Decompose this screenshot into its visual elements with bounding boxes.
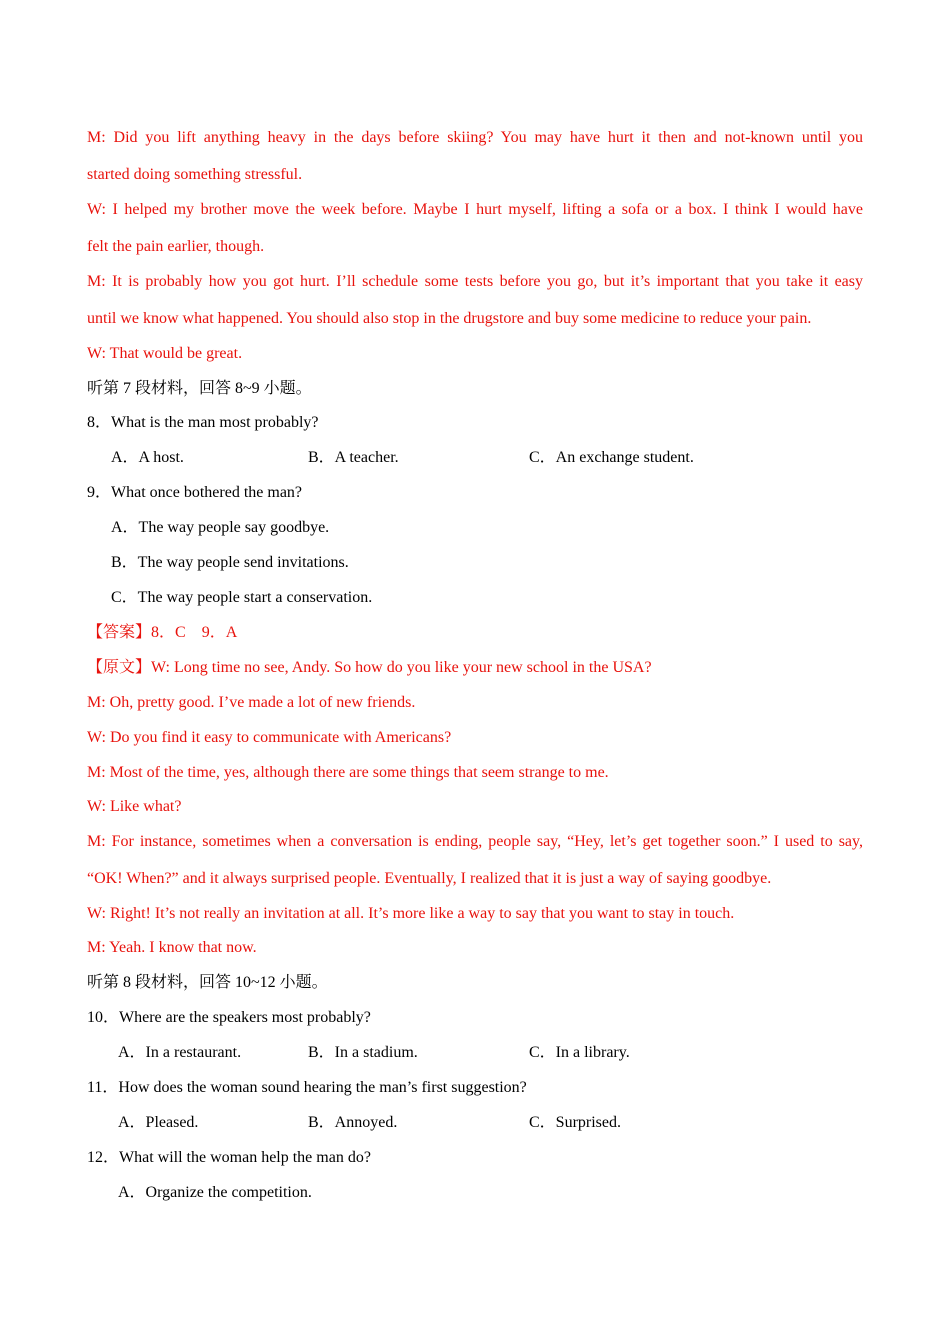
- transcript-line: W: Right! It’s not really an invitation at all. It’s more like a way to say that you want to stay in touch.: [87, 905, 735, 922]
- option-c: C．In a library.: [529, 1044, 630, 1061]
- transcript-line: started doing something stressful.: [87, 166, 303, 183]
- option-b: B．In a stadium.: [308, 1044, 418, 1061]
- transcript-text: W: Long time no see, Andy. So how do you like your new school in the USA?: [151, 659, 652, 676]
- question-stem: 11．How does the woman sound hearing the man’s first suggestion?: [87, 1079, 527, 1096]
- question-stem: 9．What once bothered the man?: [87, 484, 303, 501]
- transcript-line: until we know what happened. You should also stop in the drugstore and buy some medicine to reduce your pain.: [87, 310, 812, 327]
- question-stem: 12．What will the woman help the man do?: [87, 1149, 371, 1166]
- option-a: A．The way people say goodbye.: [111, 519, 330, 536]
- transcript-line: “OK! When?” and it always surprised people. Eventually, I realized that it is just a way of saying goodbye.: [87, 870, 772, 887]
- option-a: A．Organize the competition.: [118, 1184, 312, 1201]
- transcript-line: M: For instance, sometimes when a conversation is ending, people say, “Hey, let’s get together soon.” I used to say,: [87, 833, 863, 850]
- section-heading: 听第 8 段材料，回答 10~12 小题。: [87, 974, 328, 991]
- section-heading: 听第 7 段材料，回答 8~9 小题。: [87, 380, 312, 397]
- transcript-line: M: Most of the time, yes, although there are some things that seem strange to me.: [87, 764, 609, 781]
- transcript-line: M: Did you lift anything heavy in the days before skiing? You may have hurt it then and not-known until you: [87, 129, 863, 146]
- option-a: A．Pleased.: [118, 1114, 199, 1131]
- option-b: B．Annoyed.: [308, 1114, 398, 1131]
- transcript-line: M: Yeah. I know that now.: [87, 939, 257, 956]
- question-stem: 8．What is the man most probably?: [87, 414, 319, 431]
- option-a: A．In a restaurant.: [118, 1044, 242, 1061]
- transcript-tag: 【原文】: [87, 659, 152, 676]
- transcript-line: M: Oh, pretty good. I’ve made a lot of new friends.: [87, 694, 416, 711]
- option-a: A．A host.: [111, 449, 184, 466]
- transcript-line: W: I helped my brother move the week before. Maybe I hurt myself, lifting a sofa or a box. I think I would have: [87, 201, 863, 218]
- answer-text: 8．C 9．A: [151, 624, 238, 641]
- answer-line: [87, 623, 863, 643]
- answer-tag: 【答案】: [87, 624, 152, 641]
- option-c: C．The way people start a conservation.: [111, 589, 373, 606]
- transcript-line: [87, 658, 863, 678]
- transcript-line: W: Do you find it easy to communicate with Americans?: [87, 729, 452, 746]
- option-b: B．The way people send invitations.: [111, 554, 349, 571]
- transcript-line: W: Like what?: [87, 798, 182, 815]
- transcript-line: felt the pain earlier, though.: [87, 238, 265, 255]
- question-stem: 10．Where are the speakers most probably?: [87, 1009, 371, 1026]
- option-b: B．A teacher.: [308, 449, 399, 466]
- transcript-line: W: That would be great.: [87, 345, 243, 362]
- option-c: C．Surprised.: [529, 1114, 622, 1131]
- option-c: C．An exchange student.: [529, 449, 694, 466]
- transcript-line: M: It is probably how you got hurt. I’ll schedule some tests before you go, but it’s important that you take it easy: [87, 273, 863, 290]
